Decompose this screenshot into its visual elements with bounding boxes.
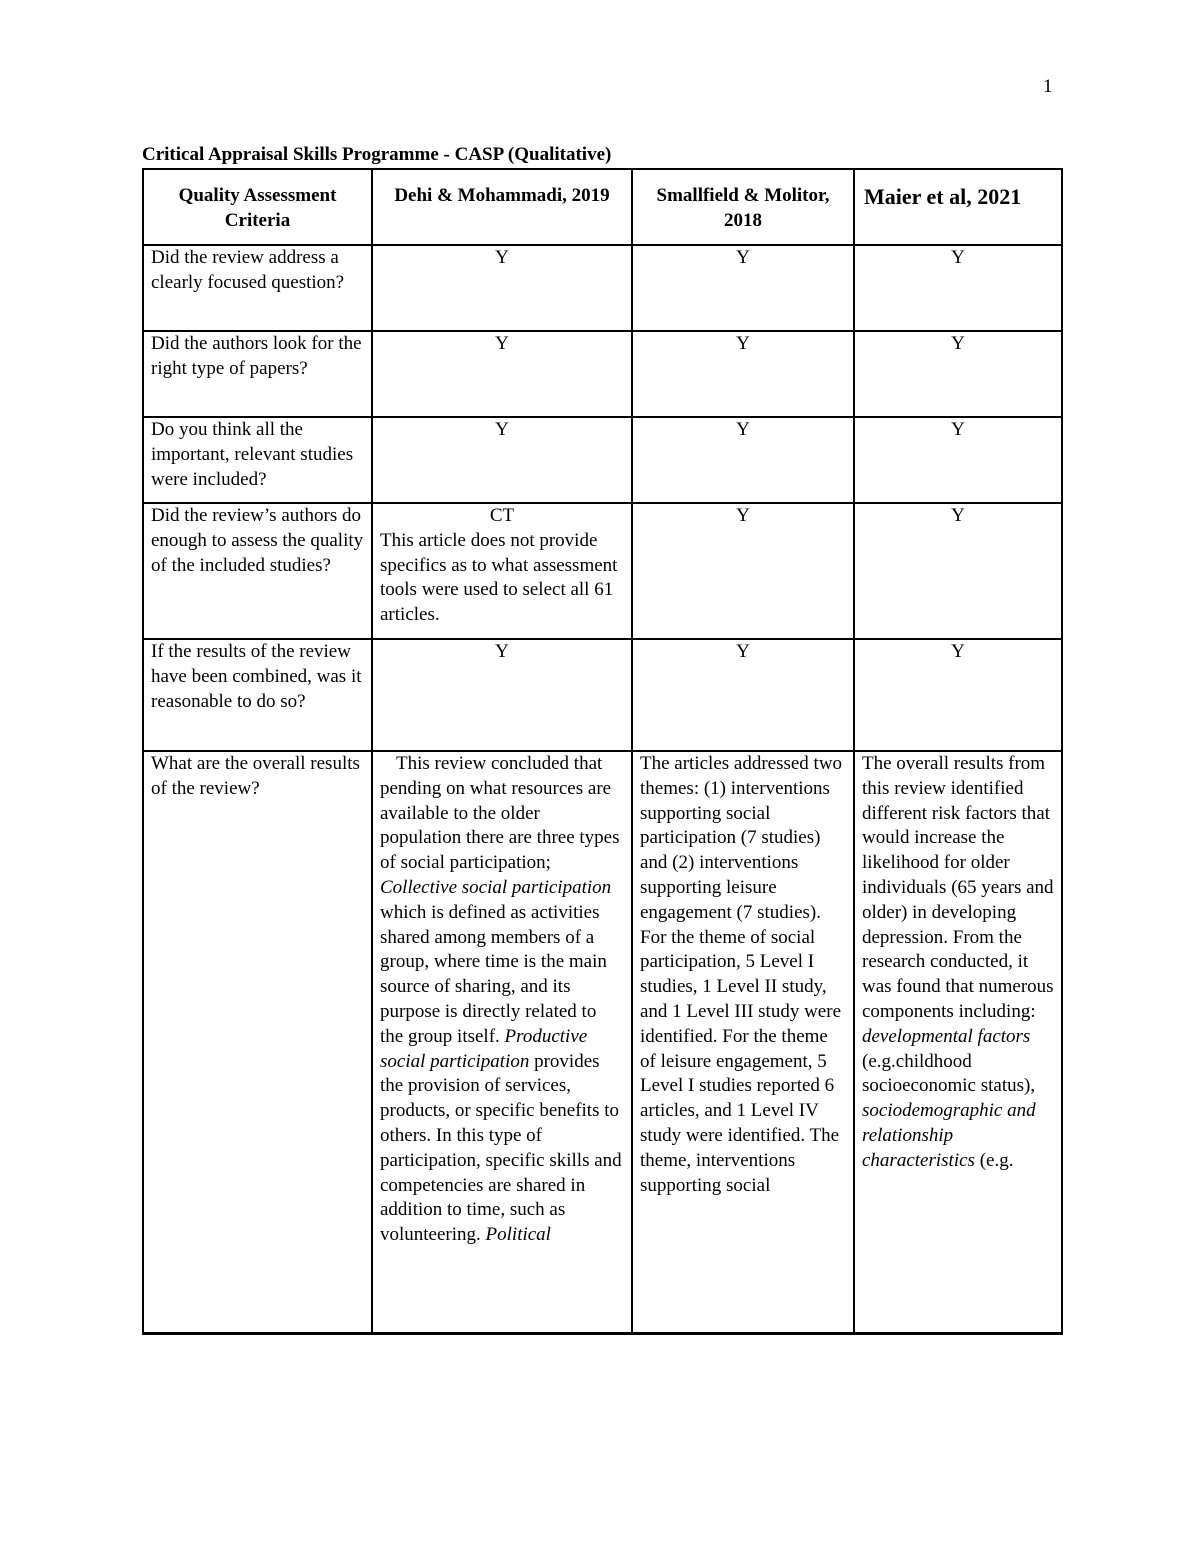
criterion-cell: Did the review address a clearly focused question?	[143, 245, 372, 331]
answer-note: This article does not provide specifics as to what assessment tools were used to select all 61 articles.	[380, 529, 618, 626]
answer-cell: Y	[854, 245, 1062, 331]
results-italic-span: developmental factors	[862, 1025, 1031, 1047]
results-text-span: which is defined as activities shared among members of a group, where time is the main source of sharing, and its purpose is directly related to the group itself.	[380, 901, 607, 1047]
casp-table	[142, 168, 1063, 1335]
answer-cell: Y	[632, 503, 854, 639]
criterion-cell: Did the authors look for the right type of papers?	[143, 331, 372, 417]
header-study-smallfield: Smallfield & Molitor, 2018	[632, 169, 854, 245]
header-criteria: Quality Assessment Criteria	[143, 169, 372, 245]
results-italic-span: Productive social participation	[380, 1025, 588, 1072]
document-title: Critical Appraisal Skills Programme - CASP (Qualitative)	[142, 144, 612, 165]
table-row	[143, 417, 1062, 503]
answer-cell: Y	[854, 503, 1062, 639]
criterion-cell: If the results of the review have been combined, was it reasonable to do so?	[143, 639, 372, 751]
results-text-maier	[854, 751, 1062, 1334]
results-text-span: This review concluded that pending on what resources are available to the older population there are three types of social participation;	[380, 753, 620, 874]
table-row	[143, 503, 1062, 639]
table-row	[143, 245, 1062, 331]
header-study-maier: Maier et al, 2021	[854, 169, 1062, 245]
answer-value: CT	[489, 505, 515, 526]
table-header-row	[143, 169, 1062, 245]
header-study-dehi: Dehi & Mohammadi, 2019	[372, 169, 632, 245]
results-text-smallfield: The articles addressed two themes: (1) interventions supporting social participation (7 studies) and (2) interventions supporting leisure engagement (7 studies). For the theme of social participation, 5 Level I studies, 1 Level II study, and 1 Level III study were identified. For the theme of leisure engagement, 5 Level I studies reported 6 articles, and 1 Level IV study were identified. The theme, interventions supporting social	[632, 751, 854, 1334]
criterion-cell: Do you think all the important, relevant studies were included?	[143, 417, 372, 503]
table-row	[143, 331, 1062, 417]
criterion-cell: What are the overall results of the review?	[143, 751, 372, 1334]
results-italic-span: Political	[485, 1224, 551, 1246]
results-italic-span: sociodemographic and relationship characteristics	[862, 1100, 1036, 1171]
results-text-span: The overall results from this review identified different risk factors that would increase the likelihood for older individuals (65 years and older) in developing depression. From the research conducted, it was found that numerous components including:	[862, 753, 1054, 1022]
answer-cell: Y	[632, 417, 854, 503]
answer-cell: Y	[372, 245, 632, 331]
answer-cell: Y	[372, 417, 632, 503]
answer-cell: Y	[854, 417, 1062, 503]
criterion-cell: Did the review’s authors do enough to assess the quality of the included studies?	[143, 503, 372, 639]
table-row	[143, 639, 1062, 751]
page-number: 1	[1043, 76, 1053, 97]
answer-cell: Y	[632, 331, 854, 417]
results-italic-span: Collective social participation	[380, 876, 612, 898]
answer-cell: Y	[632, 245, 854, 331]
answer-cell: Y	[372, 331, 632, 417]
results-text-span: (e.g.childhood socioeconomic status),	[862, 1050, 1036, 1097]
answer-cell: Y	[854, 331, 1062, 417]
results-text-dehi	[372, 751, 632, 1334]
results-text-span: provides the provision of services, products, or specific benefits to others. In this type of participation, specific skills and competencies are shared in addition to time, such as volunteering.	[380, 1050, 622, 1246]
answer-cell: Y	[372, 639, 632, 751]
results-row	[143, 751, 1062, 1334]
answer-cell: Y	[632, 639, 854, 751]
answer-cell: Y	[854, 639, 1062, 751]
answer-cell	[372, 503, 632, 639]
results-text-span: (e.g.	[974, 1149, 1014, 1171]
